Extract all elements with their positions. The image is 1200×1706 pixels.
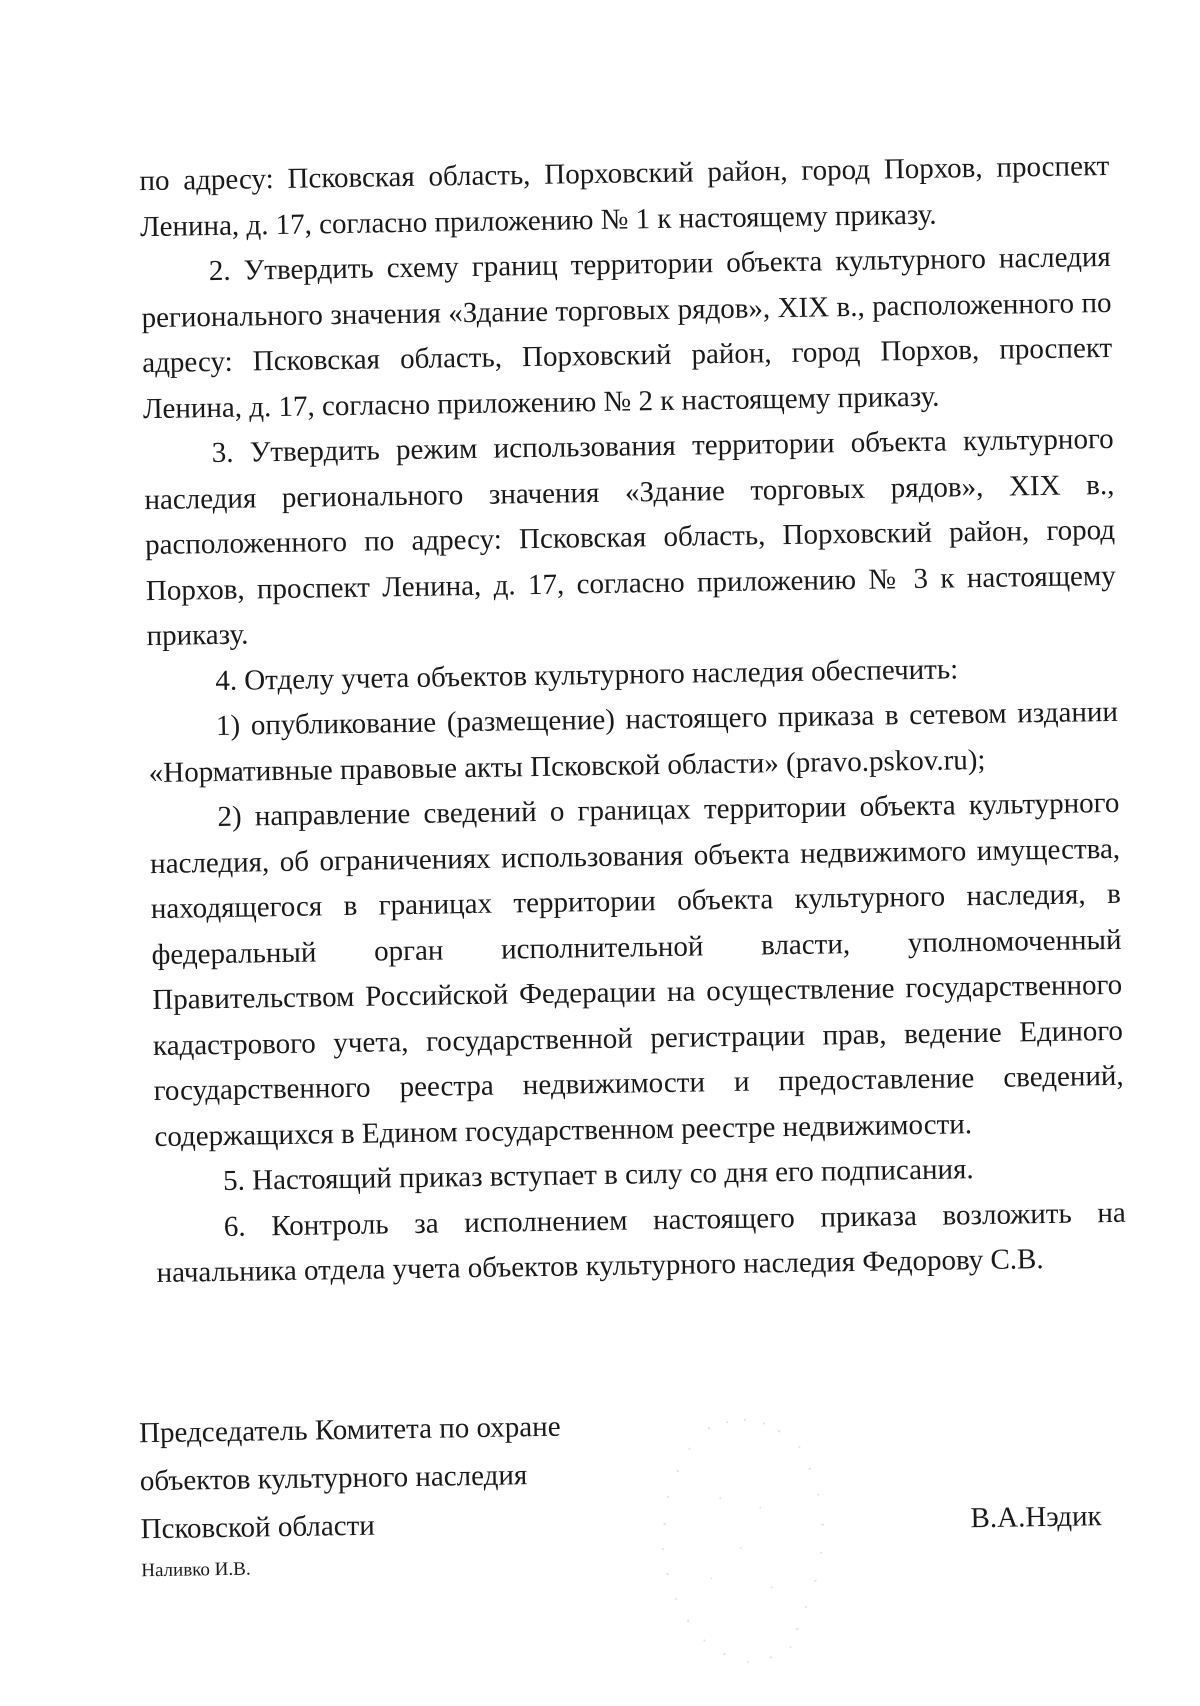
- signature-position-block: [139, 1403, 563, 1554]
- paragraph-item-2: 2. Утвердить схему границ территории объекта культурного наследия регионального значения «Здание торговых рядов», XIX в., расположенного по адресу: Псковская область, Порховский район, город Порхов, проспект Ленина, д. 17, согласно приложению № 2 к настоящему приказу.: [141, 240, 1113, 425]
- document-body: [139, 144, 1127, 1297]
- signature-position-line-2: объектов культурного наследия: [139, 1459, 528, 1498]
- paragraph-item-4: 4. Отделу учета объектов культурного наследия обеспечить:: [215, 652, 959, 697]
- executor-name: Наливко И.В.: [141, 1558, 251, 1582]
- faint-stamp-mark: [649, 1406, 853, 1689]
- paragraph-item-5: 5. Настоящий приказ вступает в силу со дня его подписания.: [222, 1153, 974, 1197]
- signer-name: В.А.Нэдик: [970, 1500, 1102, 1535]
- paragraph-item-3: 3. Утвердить режим использования территории объекта культурного наследия регионального значения «Здание торговых рядов», XIX в., расположенного по адресу: Псковская область, Порховский район, город Порхов, проспект Ленина, д. 17, согласно приложению № 3 к настоящему приказу.: [144, 422, 1117, 653]
- signature-position-line-1: Председатель Комитета по охране: [138, 1410, 561, 1450]
- paragraph-item-4-2: 2) направление сведений о границах территории объекта культурного наследия, об ограничениях использования объекта недвижимого имущества, находящегося в границах территории объекта культурного наследия, в федеральный орган исполнительной власти, уполномоченный Правительством Российской Федерации на осуществление государственного кадастрового учета, государственной регистрации прав, ведение Единого государственного реестра недвижимости и предоставление сведений, содержащихся в Едином государственном реестре недвижимости.: [149, 786, 1124, 1153]
- paragraph-item-6: 6. Контроль за исполнением настоящего приказа возложить на начальника отдела учета объектов культурного наследия Федорову С.В.: [156, 1196, 1127, 1290]
- paragraph-item-4-1: 1) опубликование (размещение) настоящего приказа в сетевом издании «Нормативные правовые акты Псковской области» (pravo.pskov.ru);: [148, 695, 1119, 789]
- signature-position-line-3: Псковской области: [140, 1509, 375, 1546]
- paragraph-address-continuation: по адресу: Псковская область, Порховский район, город Порхов, проспект Ленина, д. 17, согласно приложению № 1 к настоящему приказу.: [139, 149, 1110, 243]
